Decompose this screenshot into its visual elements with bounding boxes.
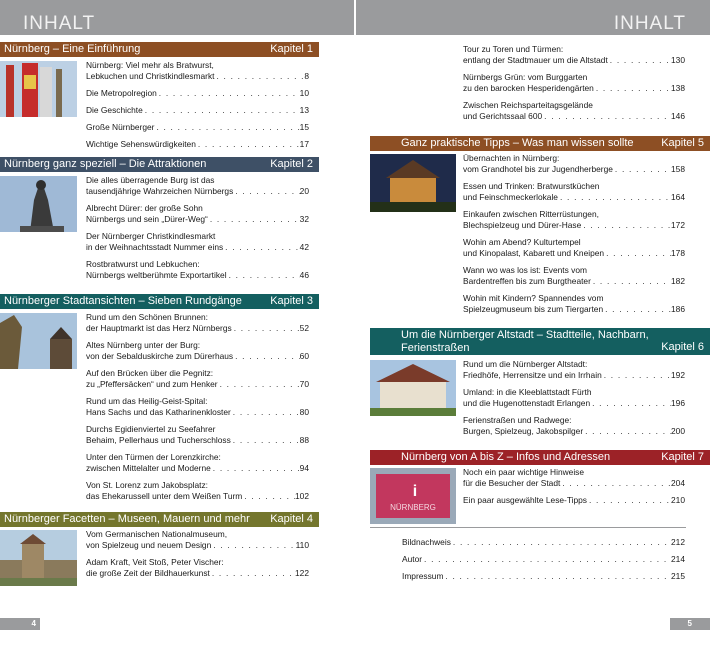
chapter-3-entries bbox=[86, 312, 309, 508]
page-number-left: 4 bbox=[0, 618, 40, 630]
chapter-title: Nürnberger Stadtansichten – Sieben Rundgänge bbox=[4, 295, 242, 307]
info-sign-image-icon bbox=[370, 468, 456, 524]
toc-entry[interactable]: Einkaufen zwischen Ritterrüstungen, Blechspielzeug und Dürer-Hase . . . 172 bbox=[463, 209, 685, 231]
chapter-6-image bbox=[370, 360, 456, 416]
appendix-entries bbox=[402, 537, 685, 588]
chapter-3-header bbox=[0, 294, 319, 309]
appendix-divider bbox=[370, 527, 686, 528]
toc-entry[interactable]: Von St. Lorenz zum Jakobsplatz: das Ehekarussell unter dem Weißen Turm . . . 102 bbox=[86, 480, 309, 502]
toc-entry[interactable]: Die alles überragende Burg ist das tausendjährige Wahrzeichen Nürnbergs . . . 20 bbox=[86, 175, 309, 197]
chapter-title: Nürnberg ganz speziell – Die Attraktionen bbox=[4, 158, 207, 170]
chapter-title: Nürnberger Facetten – Museen, Mauern und mehr bbox=[4, 513, 250, 525]
toc-entry[interactable]: Adam Kraft, Veit Stoß, Peter Vischer: die große Zeit der Bildhauerkunst . . . 122 bbox=[86, 557, 309, 579]
chapter-number: Kapitel 4 bbox=[270, 513, 313, 525]
chapter-title: Ganz praktische Tipps – Was man wissen sollte bbox=[401, 137, 634, 149]
toc-entry[interactable]: Tour zu Toren und Türmen: entlang der Stadtmauer um die Altstadt . . . 130 bbox=[463, 44, 685, 66]
toc-entry[interactable]: Wann wo was los ist: Events vom Bardentreffen bis zum Burgtheater . . . 182 bbox=[463, 265, 685, 287]
toc-entry[interactable]: Altes Nürnberg unter der Burg: von der Sebalduskirche zum Dürerhaus . . . 60 bbox=[86, 340, 309, 362]
chapter-title: Nürnberg von A bis Z – Infos und Adressen bbox=[401, 451, 611, 463]
chapter-5-header bbox=[370, 136, 710, 151]
chapter-number: Kapitel 7 bbox=[661, 451, 704, 463]
toc-entry[interactable]: Nürnbergs Grün: vom Burggarten zu den barocken Hesperidengärten . . . 138 bbox=[463, 72, 685, 94]
toc-entry[interactable]: Noch ein paar wichtige Hinweise für die Besucher der Stadt . . . 204 bbox=[463, 467, 685, 489]
toc-entry[interactable]: Essen und Trinken: Bratwurstküchen und Feinschmeckerlokale . . . 164 bbox=[463, 181, 685, 203]
toc-entry[interactable]: Umland: in die Kleeblattstadt Fürth und die Hugenottenstadt Erlangen . . . 196 bbox=[463, 387, 685, 409]
toc-entry[interactable]: Ferienstraßen und Radwege: Burgen, Spielzeug, Jakobspilger . . . 200 bbox=[463, 415, 685, 437]
toc-entry[interactable]: Wohin am Abend? Kulturtempel und Kinopalast, Kabarett und Kneipen . . . 178 bbox=[463, 237, 685, 259]
appendix-entry[interactable]: Impressum . . . 215 bbox=[402, 571, 685, 582]
chapter-6-header bbox=[370, 328, 710, 355]
chapter-7-header bbox=[370, 450, 710, 465]
toc-entry[interactable]: Unter den Türmen der Lorenzkirche: zwischen Mittelalter und Moderne . . . 94 bbox=[86, 452, 309, 474]
chapter-6-entries bbox=[463, 359, 685, 443]
chapter-title: Um die Nürnberger Altstadt – Stadtteile, Nachbarn, Ferienstraßen bbox=[401, 329, 649, 354]
chapter-number: Kapitel 2 bbox=[270, 158, 313, 170]
toc-entry[interactable]: Wohin mit Kindern? Spannendes vom Spielzeugmuseum bis zum Tiergarten . . . 186 bbox=[463, 293, 685, 315]
statue-image-icon bbox=[0, 176, 77, 232]
page-title-right: INHALT bbox=[613, 13, 686, 34]
chapter-2-image bbox=[0, 176, 77, 232]
toc-entry[interactable]: Der Nürnberger Christkindlesmarkt in der Weihnachtsstadt Nummer eins . . . 42 bbox=[86, 231, 309, 253]
toc-entry[interactable]: Auf den Brücken über die Pegnitz: zu „Pfeffersäcken“ und zum Henker . . . 70 bbox=[86, 368, 309, 390]
chapter-1-entries bbox=[86, 60, 309, 156]
toc-entry[interactable]: Die Metropolregion . . . 10 bbox=[86, 88, 309, 99]
chapter-4-continued-entries bbox=[463, 44, 685, 128]
chapter-number: Kapitel 6 bbox=[661, 341, 704, 353]
flags-image-icon bbox=[0, 61, 77, 117]
chapter-title: Nürnberg – Eine Einführung bbox=[4, 43, 141, 55]
city-wall-image-icon bbox=[0, 530, 77, 586]
chapter-4-image bbox=[0, 530, 77, 586]
chapter-number: Kapitel 5 bbox=[661, 137, 704, 149]
toc-entry[interactable]: Ein paar ausgewählte Lese-Tipps . . . 210 bbox=[463, 495, 685, 506]
toc-entry[interactable]: Rund um die Nürnberger Altstadt: Friedhöfe, Herrensitze und ein Irrhain . . . 192 bbox=[463, 359, 685, 381]
toc-entry[interactable]: Albrecht Dürer: der große Sohn Nürnbergs und sein „Dürer-Weg“ . . . 32 bbox=[86, 203, 309, 225]
chapter-1-header bbox=[0, 42, 319, 57]
toc-entry[interactable]: Übernachten in Nürnberg: vom Grandhotel bis zur Jugendherberge . . . 158 bbox=[463, 153, 685, 175]
chapter-2-entries bbox=[86, 175, 309, 287]
chapter-4-header bbox=[0, 512, 319, 527]
hotel-night-image-icon bbox=[370, 154, 456, 212]
chapter-3-image bbox=[0, 313, 77, 369]
toc-entry[interactable]: Wichtige Sehenswürdigkeiten . . . 17 bbox=[86, 139, 309, 150]
chapter-number: Kapitel 3 bbox=[270, 295, 313, 307]
toc-entry[interactable]: Rund um den Schönen Brunnen: der Hauptmarkt ist das Herz Nürnbergs . . . 52 bbox=[86, 312, 309, 334]
toc-entry[interactable]: Durchs Egidienviertel zu Seefahrer Behaim, Pellerhaus und Tucherschloss . . . 88 bbox=[86, 424, 309, 446]
page-title-left: INHALT bbox=[23, 13, 96, 34]
toc-entry[interactable]: Zwischen Reichsparteitagsgelände und Gerichtssaal 600 . . . 146 bbox=[463, 100, 685, 122]
toc-entry[interactable]: Rostbratwurst und Lebkuchen: Nürnbergs weltberühmte Exportartikel . . . 46 bbox=[86, 259, 309, 281]
appendix-entry[interactable]: Autor . . . 214 bbox=[402, 554, 685, 565]
toc-entry[interactable]: Rund um das Heilig-Geist-Spital: Hans Sachs und das Katharinenkloster . . . 80 bbox=[86, 396, 309, 418]
toc-entry[interactable]: Nürnberg: Viel mehr als Bratwurst, Lebkuchen und Christkindlesmarkt . . . 8 bbox=[86, 60, 309, 82]
chapter-4-entries bbox=[86, 529, 309, 585]
chapter-7-entries bbox=[463, 467, 685, 512]
chapter-2-header bbox=[0, 157, 319, 172]
svg-text:i: i bbox=[412, 483, 418, 500]
fountain-image-icon bbox=[0, 313, 77, 369]
page-number-right: 5 bbox=[670, 618, 710, 630]
toc-entry[interactable]: Die Geschichte . . . 13 bbox=[86, 105, 309, 116]
sign-text: NÜRNBERG bbox=[390, 503, 436, 512]
toc-entry[interactable]: Große Nürnberger . . . 15 bbox=[86, 122, 309, 133]
chapter-7-image bbox=[370, 468, 456, 524]
chapter-5-image bbox=[370, 154, 456, 212]
chapter-5-entries bbox=[463, 153, 685, 321]
chapter-number: Kapitel 1 bbox=[270, 43, 313, 55]
timbered-house-image-icon bbox=[370, 360, 456, 416]
toc-entry[interactable]: Vom Germanischen Nationalmuseum, von Spielzeug und neuem Design . . . 110 bbox=[86, 529, 309, 551]
chapter-1-image bbox=[0, 61, 77, 117]
appendix-entry[interactable]: Bildnachweis . . . 212 bbox=[402, 537, 685, 548]
